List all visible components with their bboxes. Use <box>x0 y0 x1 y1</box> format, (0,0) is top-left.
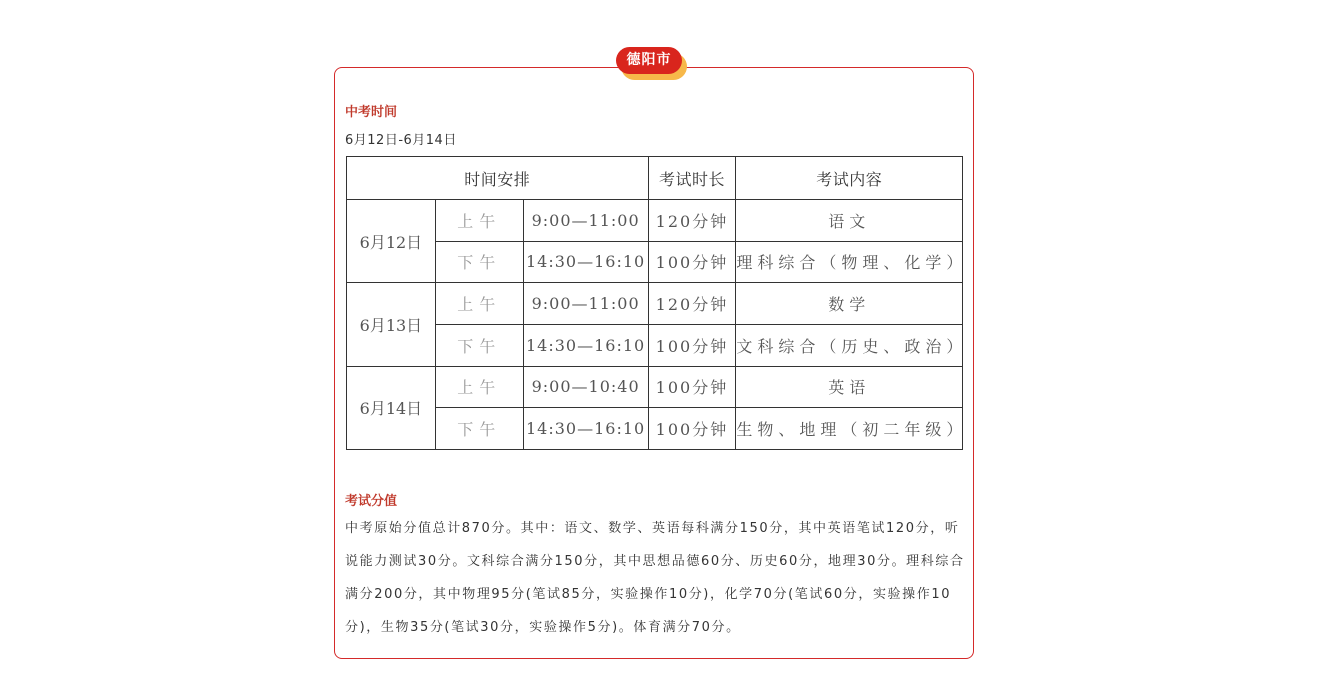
time-cell: 9:00—10:40 <box>523 366 648 408</box>
time-cell: 14:30—16:10 <box>523 324 648 366</box>
time-cell: 14:30—16:10 <box>523 241 648 283</box>
period-cell: 下午 <box>435 408 523 450</box>
day-cell: 6月14日 <box>347 366 436 449</box>
period-cell: 下午 <box>435 324 523 366</box>
exam-schedule-table <box>346 156 968 450</box>
period-cell: 下午 <box>435 241 523 283</box>
content-cell: 文科综合（历史、政治） <box>736 324 963 366</box>
exam-date-range: 6月12日-6月14日 <box>345 133 457 148</box>
table-header-row <box>347 157 963 200</box>
duration-cell: 100分钟 <box>648 366 736 408</box>
duration-cell: 120分钟 <box>648 283 736 325</box>
region-badge-label: 德阳市 <box>616 47 682 74</box>
table-row <box>347 283 963 325</box>
time-cell: 9:00—11:00 <box>523 200 648 242</box>
table-row <box>347 366 963 408</box>
day-cell: 6月12日 <box>347 200 436 283</box>
time-cell: 9:00—11:00 <box>523 283 648 325</box>
period-cell: 上午 <box>435 283 523 325</box>
table-row <box>347 241 963 283</box>
duration-cell: 100分钟 <box>648 324 736 366</box>
duration-cell: 120分钟 <box>648 200 736 242</box>
time-cell: 14:30—16:10 <box>523 408 648 450</box>
duration-cell: 100分钟 <box>648 241 736 283</box>
table-row <box>347 200 963 242</box>
exam-score-text: 中考原始分值总计870分。其中：语文、数学、英语每科满分150分，其中英语笔试120分，听说能力测试30分。文科综合满分150分，其中思想品德60分、历史60分，地理30分。理科综合满分200分，其中物理95分(笔试85分，实验操作10分)，化学70分(笔试60分，实验操作10分)，生物35分(笔试30分，实验操作5分)。体育满分70分。 <box>345 521 965 635</box>
header-content: 考试内容 <box>736 157 963 200</box>
content-cell: 生物、地理（初二年级） <box>736 408 963 450</box>
period-cell: 上午 <box>435 366 523 408</box>
exam-score-title: 考试分值 <box>345 494 398 509</box>
header-duration: 考试时长 <box>648 157 736 200</box>
header-schedule: 时间安排 <box>347 157 649 200</box>
exam-time-title: 中考时间 <box>345 105 398 120</box>
region-badge <box>616 47 688 81</box>
table-row <box>347 324 963 366</box>
duration-cell: 100分钟 <box>648 408 736 450</box>
content-cell: 数学 <box>736 283 963 325</box>
content-cell: 语文 <box>736 200 963 242</box>
content-cell: 理科综合（物理、化学） <box>736 241 963 283</box>
content-cell: 英语 <box>736 366 963 408</box>
period-cell: 上午 <box>435 200 523 242</box>
day-cell: 6月13日 <box>347 283 436 366</box>
table-row <box>347 408 963 450</box>
